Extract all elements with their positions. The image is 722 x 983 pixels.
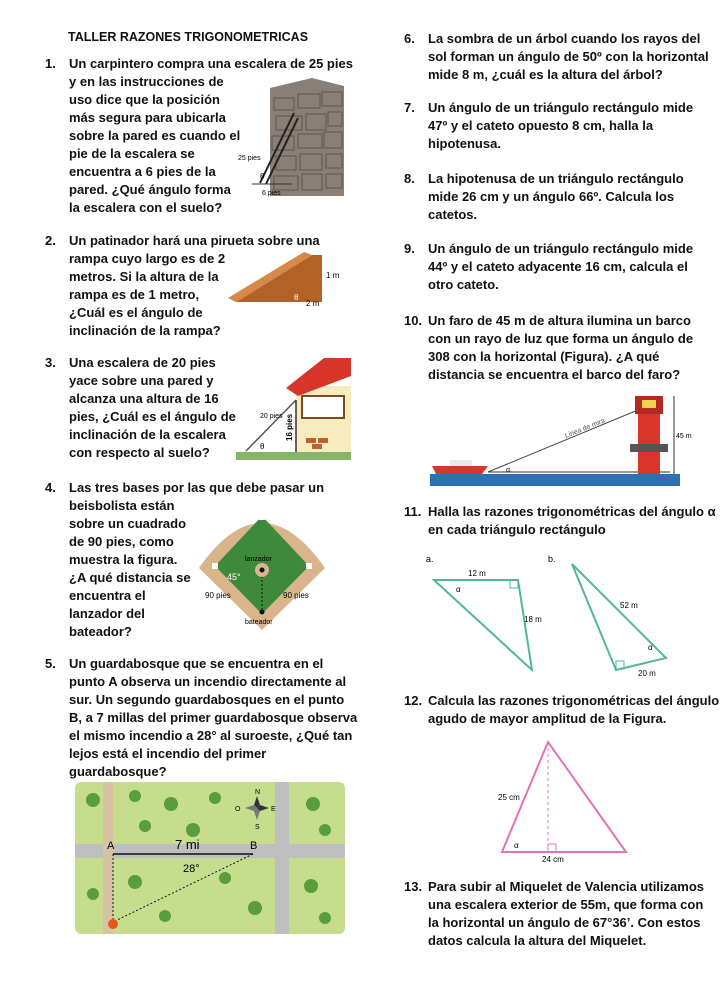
problem-13 xyxy=(404,878,704,950)
problem-line: guardabosque? xyxy=(69,764,167,779)
triangle-b-figure xyxy=(544,548,684,678)
problem-line: La sombra de un árbol cuando los rayos del xyxy=(428,31,701,46)
problem-9 xyxy=(404,240,693,294)
ramp-angle-label: θ xyxy=(294,293,299,302)
diamond-pitcher-label: lanzador xyxy=(245,556,272,563)
problem-line: hipotenusa. xyxy=(428,136,501,151)
problem-line: mide 8 m, ¿cuál es la altura del árbol? xyxy=(428,67,663,82)
problem-line: metros. Si la altura de la xyxy=(69,269,219,284)
triangle-a-angle-label: α xyxy=(456,585,461,594)
problem-line: encuentra a 6 pies de la xyxy=(69,164,216,179)
house-ladder-figure xyxy=(236,356,351,462)
problem-line: sur. Un segundo guardabosques en el punto xyxy=(69,692,345,707)
problem-line: inclinación de la escalera xyxy=(69,427,226,442)
problem-line: bateador? xyxy=(69,624,132,639)
problem-line: pared. ¿Qué ángulo forma xyxy=(69,182,231,197)
problem-number: 8. xyxy=(404,171,415,186)
triangle-b-angle-label: α xyxy=(648,643,653,652)
forest-map-figure xyxy=(75,782,345,934)
house-height-label: 16 pies xyxy=(285,413,294,441)
problem-line: pies, ¿Cuál es el ángulo de xyxy=(69,409,236,424)
problem-line: lanzador del xyxy=(69,606,145,621)
problem-line: Un patinador hará una pirueta sobre una xyxy=(69,233,320,248)
problem-line: yace sobre una pared y xyxy=(69,373,214,388)
problem-line: rampa es de 1 metro, xyxy=(69,287,200,302)
problem-line: pie de la escalera se xyxy=(69,146,195,161)
problem-line: muestra la figura. xyxy=(69,552,178,567)
problem-line: inclinación de la rampa? xyxy=(69,323,221,338)
problem-line: rampa cuyo largo es de 2 xyxy=(69,251,226,266)
triangle-a-figure xyxy=(420,548,550,678)
problem-number: 5. xyxy=(45,656,56,671)
problem-line: la horizontal un ángulo de 67°36’. Con estos xyxy=(428,915,701,930)
problem-line: con respecto al suelo? xyxy=(69,445,210,460)
house-hyp-label: 20 pies xyxy=(260,413,283,420)
problem-line: Para subir al Miquelet de Valencia utilizamos xyxy=(428,879,704,894)
problem-line: ¿A qué distancia se xyxy=(69,570,191,585)
problem-line: Halla las razones trigonométricas del ángulo α xyxy=(428,504,716,519)
lighthouse-height-label: 45 m xyxy=(676,433,692,440)
map-distance-label: 7 mi xyxy=(175,837,200,852)
diamond-angle-label: 45° xyxy=(227,572,241,582)
diamond-left-label: 90 pies xyxy=(205,591,231,600)
problem-line: Un carpintero compra una escalera de 25 pies xyxy=(69,56,353,71)
house-angle-label: θ xyxy=(260,442,265,451)
problem-line: Las tres bases por las que debe pasar un xyxy=(69,480,325,495)
problem-line: 308 con la horizontal (Figura). ¿A qué xyxy=(428,349,660,364)
map-east-label: E xyxy=(271,806,276,813)
diamond-batter-label: bateador xyxy=(245,619,273,626)
problem-line: mide 26 cm y un ángulo 66º. Calcula los xyxy=(428,189,675,204)
triangle-12-base-label: 24 cm xyxy=(542,855,564,864)
ramp-height-label: 1 m xyxy=(326,271,340,280)
problem-number: 3. xyxy=(45,355,56,370)
ladder-hyp-label: 25 pies xyxy=(238,155,261,162)
problem-number: 1. xyxy=(45,56,56,71)
problem-line: una escalera exterior de 55m, que forma con xyxy=(428,897,704,912)
problem-line: Un faro de 45 m de altura ilumina un barco xyxy=(428,313,691,328)
problem-line: uso dice que la posición xyxy=(69,92,220,107)
ladder-base-label: 6 pies xyxy=(262,190,281,197)
map-west-label: O xyxy=(235,806,241,813)
problem-10 xyxy=(404,312,693,384)
problem-line: La hipotenusa de un triángulo rectángulo xyxy=(428,171,684,186)
problem-6 xyxy=(404,30,709,84)
triangle-12-angle-label: α xyxy=(514,841,519,850)
problem-7 xyxy=(404,99,693,153)
problem-line: más segura para ubicarla xyxy=(69,110,226,125)
triangle-12-side-label: 25 cm xyxy=(498,793,520,802)
triangle-b-base-label: 20 m xyxy=(638,669,656,678)
problem-number: 9. xyxy=(404,241,415,256)
lighthouse-figure xyxy=(430,390,698,490)
problem-line: Un ángulo de un triángulo rectángulo mide xyxy=(428,100,694,115)
triangle-12-figure xyxy=(490,736,640,866)
problem-11 xyxy=(404,503,716,539)
problem-line: la escalera con el suelo? xyxy=(69,200,223,215)
map-south-label: S xyxy=(255,824,260,831)
problem-line: lejos está el incendio del primer xyxy=(69,746,267,761)
triangle-b-label: b. xyxy=(548,554,556,564)
problem-line: sol forman un ángulo de 50º con la horizontal xyxy=(428,49,709,64)
problem-number: 7. xyxy=(404,100,415,115)
ramp-figure xyxy=(228,250,343,310)
triangle-b-hyp-label: 52 m xyxy=(620,601,638,610)
problem-line: y en las instrucciones de xyxy=(69,74,224,89)
problem-line: encuentra el xyxy=(69,588,146,603)
problem-line: B, a 7 millas del primer guardabosque observa xyxy=(69,710,358,725)
problem-number: 6. xyxy=(404,31,415,46)
problem-line: punto A observa un incendio directamente al xyxy=(69,674,347,689)
problem-number: 2. xyxy=(45,233,56,248)
lighthouse-angle-label: α xyxy=(506,467,511,474)
problem-8 xyxy=(404,170,684,224)
problem-number: 4. xyxy=(45,480,56,495)
map-north-label: N xyxy=(255,789,261,796)
problem-line: beisbolista están xyxy=(69,498,175,513)
diamond-right-label: 90 pies xyxy=(283,591,309,600)
ladder-angle-label: θ xyxy=(260,172,265,181)
problem-line: sobre un cuadrado xyxy=(69,516,187,531)
problem-number: 10. xyxy=(404,313,423,328)
ladder-figure xyxy=(232,78,347,200)
problem-number: 13. xyxy=(404,879,423,894)
triangle-a-top-label: 12 m xyxy=(468,569,486,578)
problem-line: de 90 pies, como xyxy=(69,534,174,549)
baseball-diamond-figure xyxy=(197,508,327,630)
problem-line: Una escalera de 20 pies xyxy=(69,355,216,370)
problem-line: distancia se encuentra el barco del faro? xyxy=(428,367,681,382)
triangle-a-label: a. xyxy=(426,554,434,564)
problem-line: 44º y el cateto adyacente 16 cm, calcula el xyxy=(428,259,688,274)
problem-line: otro cateto. xyxy=(428,277,499,292)
problem-line: alcanza una altura de 16 xyxy=(69,391,219,406)
problem-5 xyxy=(45,655,357,781)
problem-line: catetos. xyxy=(428,207,478,222)
problem-line: Calcula las razones trigonométricas del ángulo xyxy=(428,693,720,708)
problem-line: el mismo incendio a 28° al suroeste, ¿Qué tan xyxy=(69,728,353,743)
problem-line: Un ángulo de un triángulo rectángulo mide xyxy=(428,241,694,256)
problem-line: Un guardabosque que se encuentra en el xyxy=(69,656,324,671)
lighthouse-ray-label: Linea de mira xyxy=(564,417,607,440)
page-title: TALLER RAZONES TRIGONOMETRICAS xyxy=(68,30,309,44)
ramp-base-label: 2 m xyxy=(306,299,320,308)
map-point-b: B xyxy=(250,840,258,852)
problem-number: 12. xyxy=(404,693,423,708)
problem-line: con un rayo de luz que forma un ángulo de xyxy=(428,331,694,346)
problem-3 xyxy=(45,354,236,462)
problem-12 xyxy=(404,692,719,728)
map-angle-label: 28° xyxy=(183,863,200,875)
problem-line: en cada triángulo rectángulo xyxy=(428,522,606,537)
map-point-a: A xyxy=(107,840,115,852)
problem-line: ¿Cuál es el ángulo de xyxy=(69,305,203,320)
problem-line: sobre la pared es cuando el xyxy=(69,128,241,143)
problem-line: datos calcula la altura del Miquelet. xyxy=(428,933,647,948)
problem-line: agudo de mayor amplitud de la Figura. xyxy=(428,711,667,726)
problem-line: 47º y el cateto opuesto 8 cm, halla la xyxy=(428,118,654,133)
problem-number: 11. xyxy=(404,504,422,519)
triangle-a-side-label: 18 m xyxy=(524,615,542,624)
